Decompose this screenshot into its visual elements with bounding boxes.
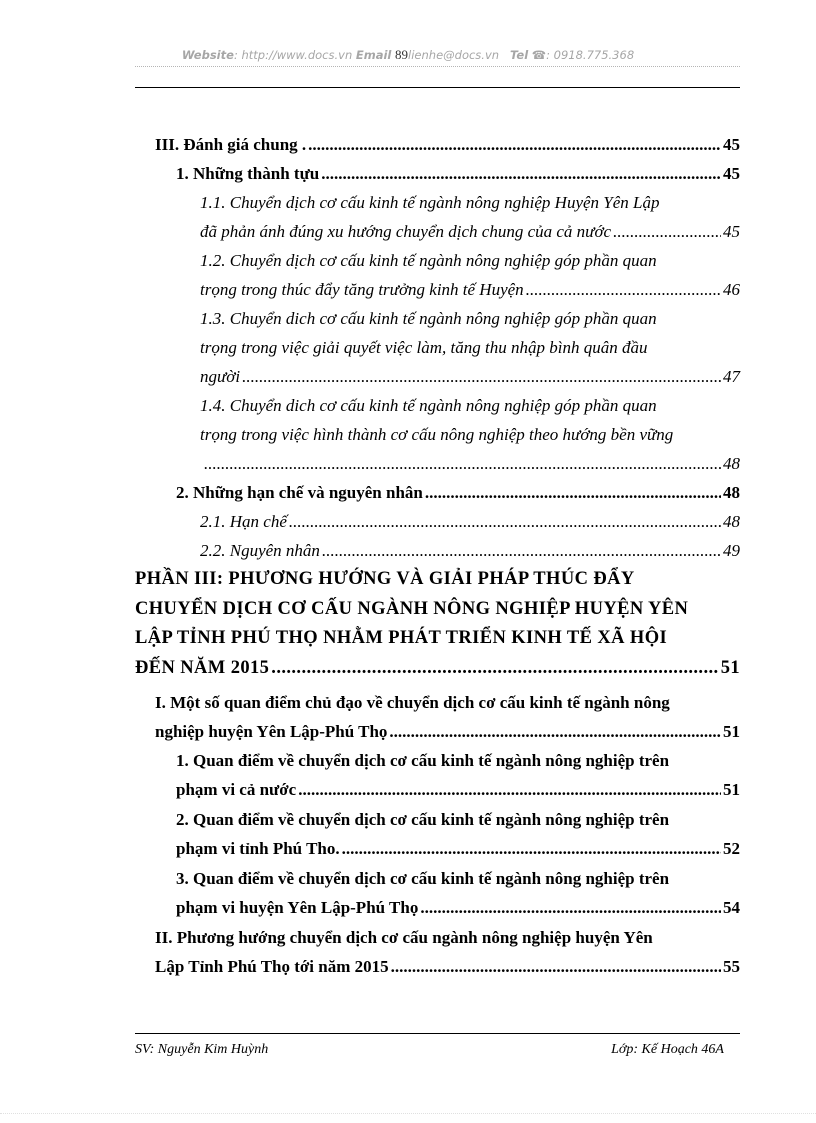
- email-value: lienhe@docs.vn: [408, 48, 500, 62]
- toc-entry[interactable]: 1. Những thành tựu ..... 45: [176, 159, 740, 188]
- header-rule: [135, 87, 740, 88]
- website-label: Website: [181, 48, 234, 62]
- toc-entry[interactable]: 2. Những hạn chế và nguyên nhân ..... 48: [176, 478, 740, 507]
- phone-icon: ☎: [531, 48, 547, 62]
- tel-value: : 0918.775.368: [546, 48, 635, 62]
- toc-entry[interactable]: 2.1. Hạn chế ..... 48: [200, 507, 740, 536]
- page-header: [0, 47, 816, 63]
- toc-entry[interactable]: III. Đánh giá chung . ..... 45: [155, 130, 740, 159]
- website-value: : http://www.docs.vn: [233, 48, 353, 62]
- toc-entry[interactable]: 3. Quan điểm về chuyển dịch cơ cấu kinh tế ngành nông nghiệp trên phạm vi huyện Yên Lập-Phú Thọ ..... 54: [176, 864, 740, 922]
- footer-class: Lớp: Kế Hoạch 46A: [611, 1042, 724, 1057]
- toc-entry[interactable]: I. Một số quan điểm chủ đạo về chuyển dịch cơ cấu kinh tế ngành nông nghiệp huyện Yên Lập-Phú Thọ ..... 51: [155, 688, 740, 746]
- footer-student: SV: Nguyễn Kim Huỳnh: [135, 1042, 269, 1057]
- page-number: 89: [395, 47, 409, 62]
- tel-label: Tel: [510, 48, 529, 62]
- toc-entry[interactable]: 2. Quan điểm về chuyển dịch cơ cấu kinh tế ngành nông nghiệp trên phạm vi tỉnh Phú Tho. ..... 52: [176, 805, 740, 863]
- header-dotted-rule: [135, 66, 740, 67]
- toc-entry[interactable]: II. Phương hướng chuyển dịch cơ cấu ngành nông nghiệp huyện Yên Lập Tỉnh Phú Thọ tới năm 2015 ..... 55: [155, 923, 740, 981]
- toc-entry[interactable]: 2.2. Nguyên nhân ..... 49: [200, 536, 740, 565]
- page-footer: [135, 1042, 740, 1058]
- toc-entry[interactable]: 1.1. Chuyển dịch cơ cấu kinh tế ngành nông nghiệp Huyện Yên Lập đã phản ánh đúng xu hướng chuyển dịch chung của cả nước ..... 45: [200, 188, 740, 246]
- toc-entry[interactable]: 1.4. Chuyển dich cơ cấu kinh tế ngành nông nghiệp góp phần quan trọng trong việc hình thành cơ cấu nông nghiệp theo hướng bền vững ..... 48: [200, 391, 740, 478]
- bottom-dotted-rule: [0, 1113, 816, 1114]
- toc-entry[interactable]: 1.3. Chuyển dich cơ cấu kinh tế ngành nông nghiệp góp phần quan trọng trong việc giải quyết việc làm, tăng thu nhập bình quân đầu người ..... 47: [200, 304, 740, 391]
- toc-entry[interactable]: 1. Quan điểm về chuyển dịch cơ cấu kinh tế ngành nông nghiệp trên phạm vi cả nước ..... 51: [176, 746, 740, 804]
- email-label: Email: [355, 48, 392, 62]
- toc-part-heading[interactable]: PHẦN III: PHƯƠNG HƯỚNG VÀ GIẢI PHÁP THÚC ĐẨY CHUYỂN DỊCH CƠ CẤU NGÀNH NÔNG NGHIỆP HUYỆN YÊN LẬP TỈNH PHÚ THỌ NHẰM PHÁT TRIỂN KINH TẾ XÃ HỘI ĐẾN NĂM 2015 ..... 51: [135, 565, 740, 683]
- toc-entry[interactable]: 1.2. Chuyển dịch cơ cấu kinh tế ngành nông nghiệp góp phần quan trọng trong thúc đẩy tăng trưởng kinh tế Huyện ..... 46: [200, 246, 740, 304]
- footer-rule: [135, 1033, 740, 1034]
